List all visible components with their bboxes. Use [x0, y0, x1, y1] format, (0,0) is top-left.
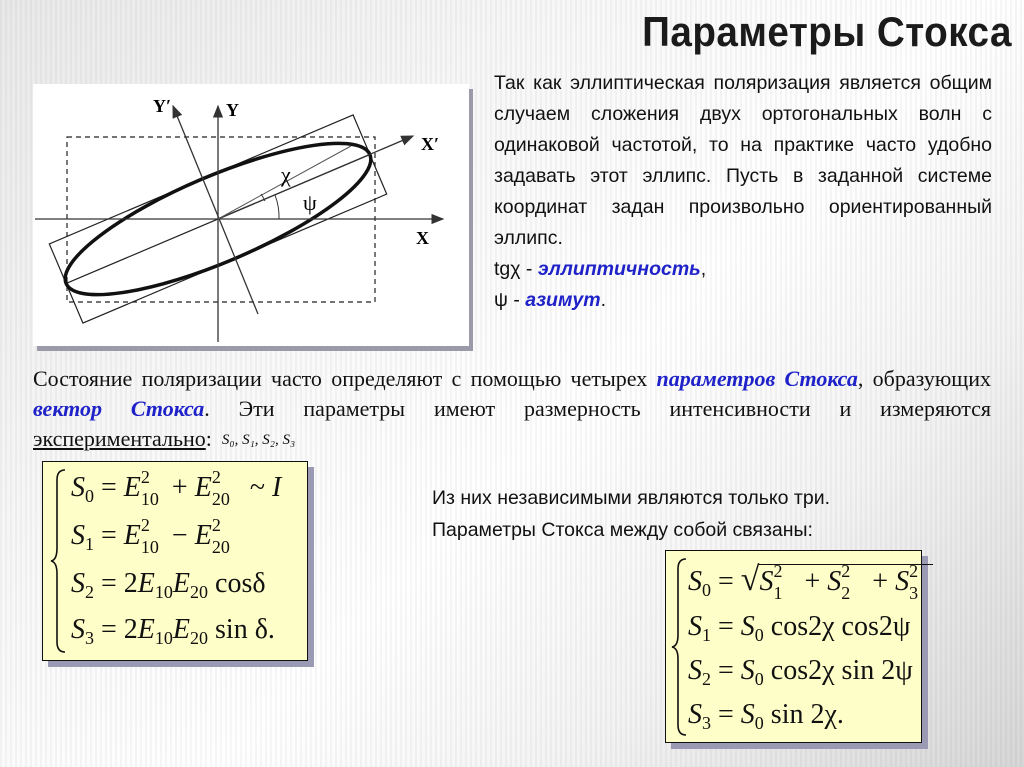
chi-label: χ: [281, 162, 291, 187]
ellipse-diagram: [33, 84, 469, 346]
stokes-description: [33, 364, 991, 455]
stokes-vector-term: вектор Стокса: [33, 396, 205, 421]
stokes-definitions-formula: $S_0 = E$ 2 10 + E 2 20 ~ I $S_1 = E$ 2 10 − E 2 20 $S_2 = 2E_{10}E_{20}$ cosδ $S_3 = 2E_{10}E_{20}$ sin δ.: [42, 461, 308, 661]
azimuth-term: азимут: [525, 289, 601, 311]
page-title: Параметры Стокса: [642, 8, 1012, 55]
tg-definition: [494, 254, 992, 285]
desc-part2: , образующих: [857, 366, 991, 391]
independence-text: [432, 482, 992, 546]
ellipticity-term: эллиптичность: [537, 258, 701, 280]
intro-paragraph: Так как эллиптическая поляризация является общим случаем сложения двух ортогональных волн с одинаковой частотой, то на практике часто удобно задавать этот эллипс. Пусть в заданной системе координат задан произвольно ориентированный эллипс.: [494, 72, 992, 249]
psi-label: ψ: [303, 190, 317, 215]
psi-definition: [494, 285, 992, 316]
desc-part1: Состояние поляризации часто определяют с помощью четырех: [33, 366, 657, 391]
independence-line2: Параметры Стокса между собой связаны:: [432, 519, 813, 541]
intro-text: [494, 68, 992, 316]
x-prime-label: X′: [421, 134, 440, 154]
y-label: Y: [226, 100, 239, 120]
brace-icon: [49, 466, 69, 656]
desc-part3: . Эти параметры имеют размерность интенсивности и измеряются: [204, 396, 992, 421]
tg-suffix: ,: [700, 258, 707, 280]
stokes-variables: S₀, S₁, S₂, S₃: [221, 432, 296, 448]
psi-prefix: ψ -: [494, 289, 526, 311]
experimentally-term: экспериментально: [33, 426, 206, 451]
desc-part4: :: [205, 426, 212, 451]
stokes-relations-formula: $S_0 = √S$ 2 1 + S 2 2 + S 2 3 $S_1 = S_0$ cos2χ cos2ψ $S_2 = S_0$ cos2χ sin 2ψ $S_3 = S_0$ sin 2χ.: [665, 550, 922, 743]
tg-prefix: tgχ -: [494, 258, 538, 280]
brace-icon: [670, 555, 690, 739]
independence-line1: Из них независимыми являются только три.: [432, 487, 831, 509]
y-prime-label: Y′: [153, 96, 172, 116]
x-label: X: [416, 228, 429, 248]
stokes-parameters-term: параметров Стокса: [656, 366, 858, 391]
psi-suffix: .: [600, 289, 606, 311]
